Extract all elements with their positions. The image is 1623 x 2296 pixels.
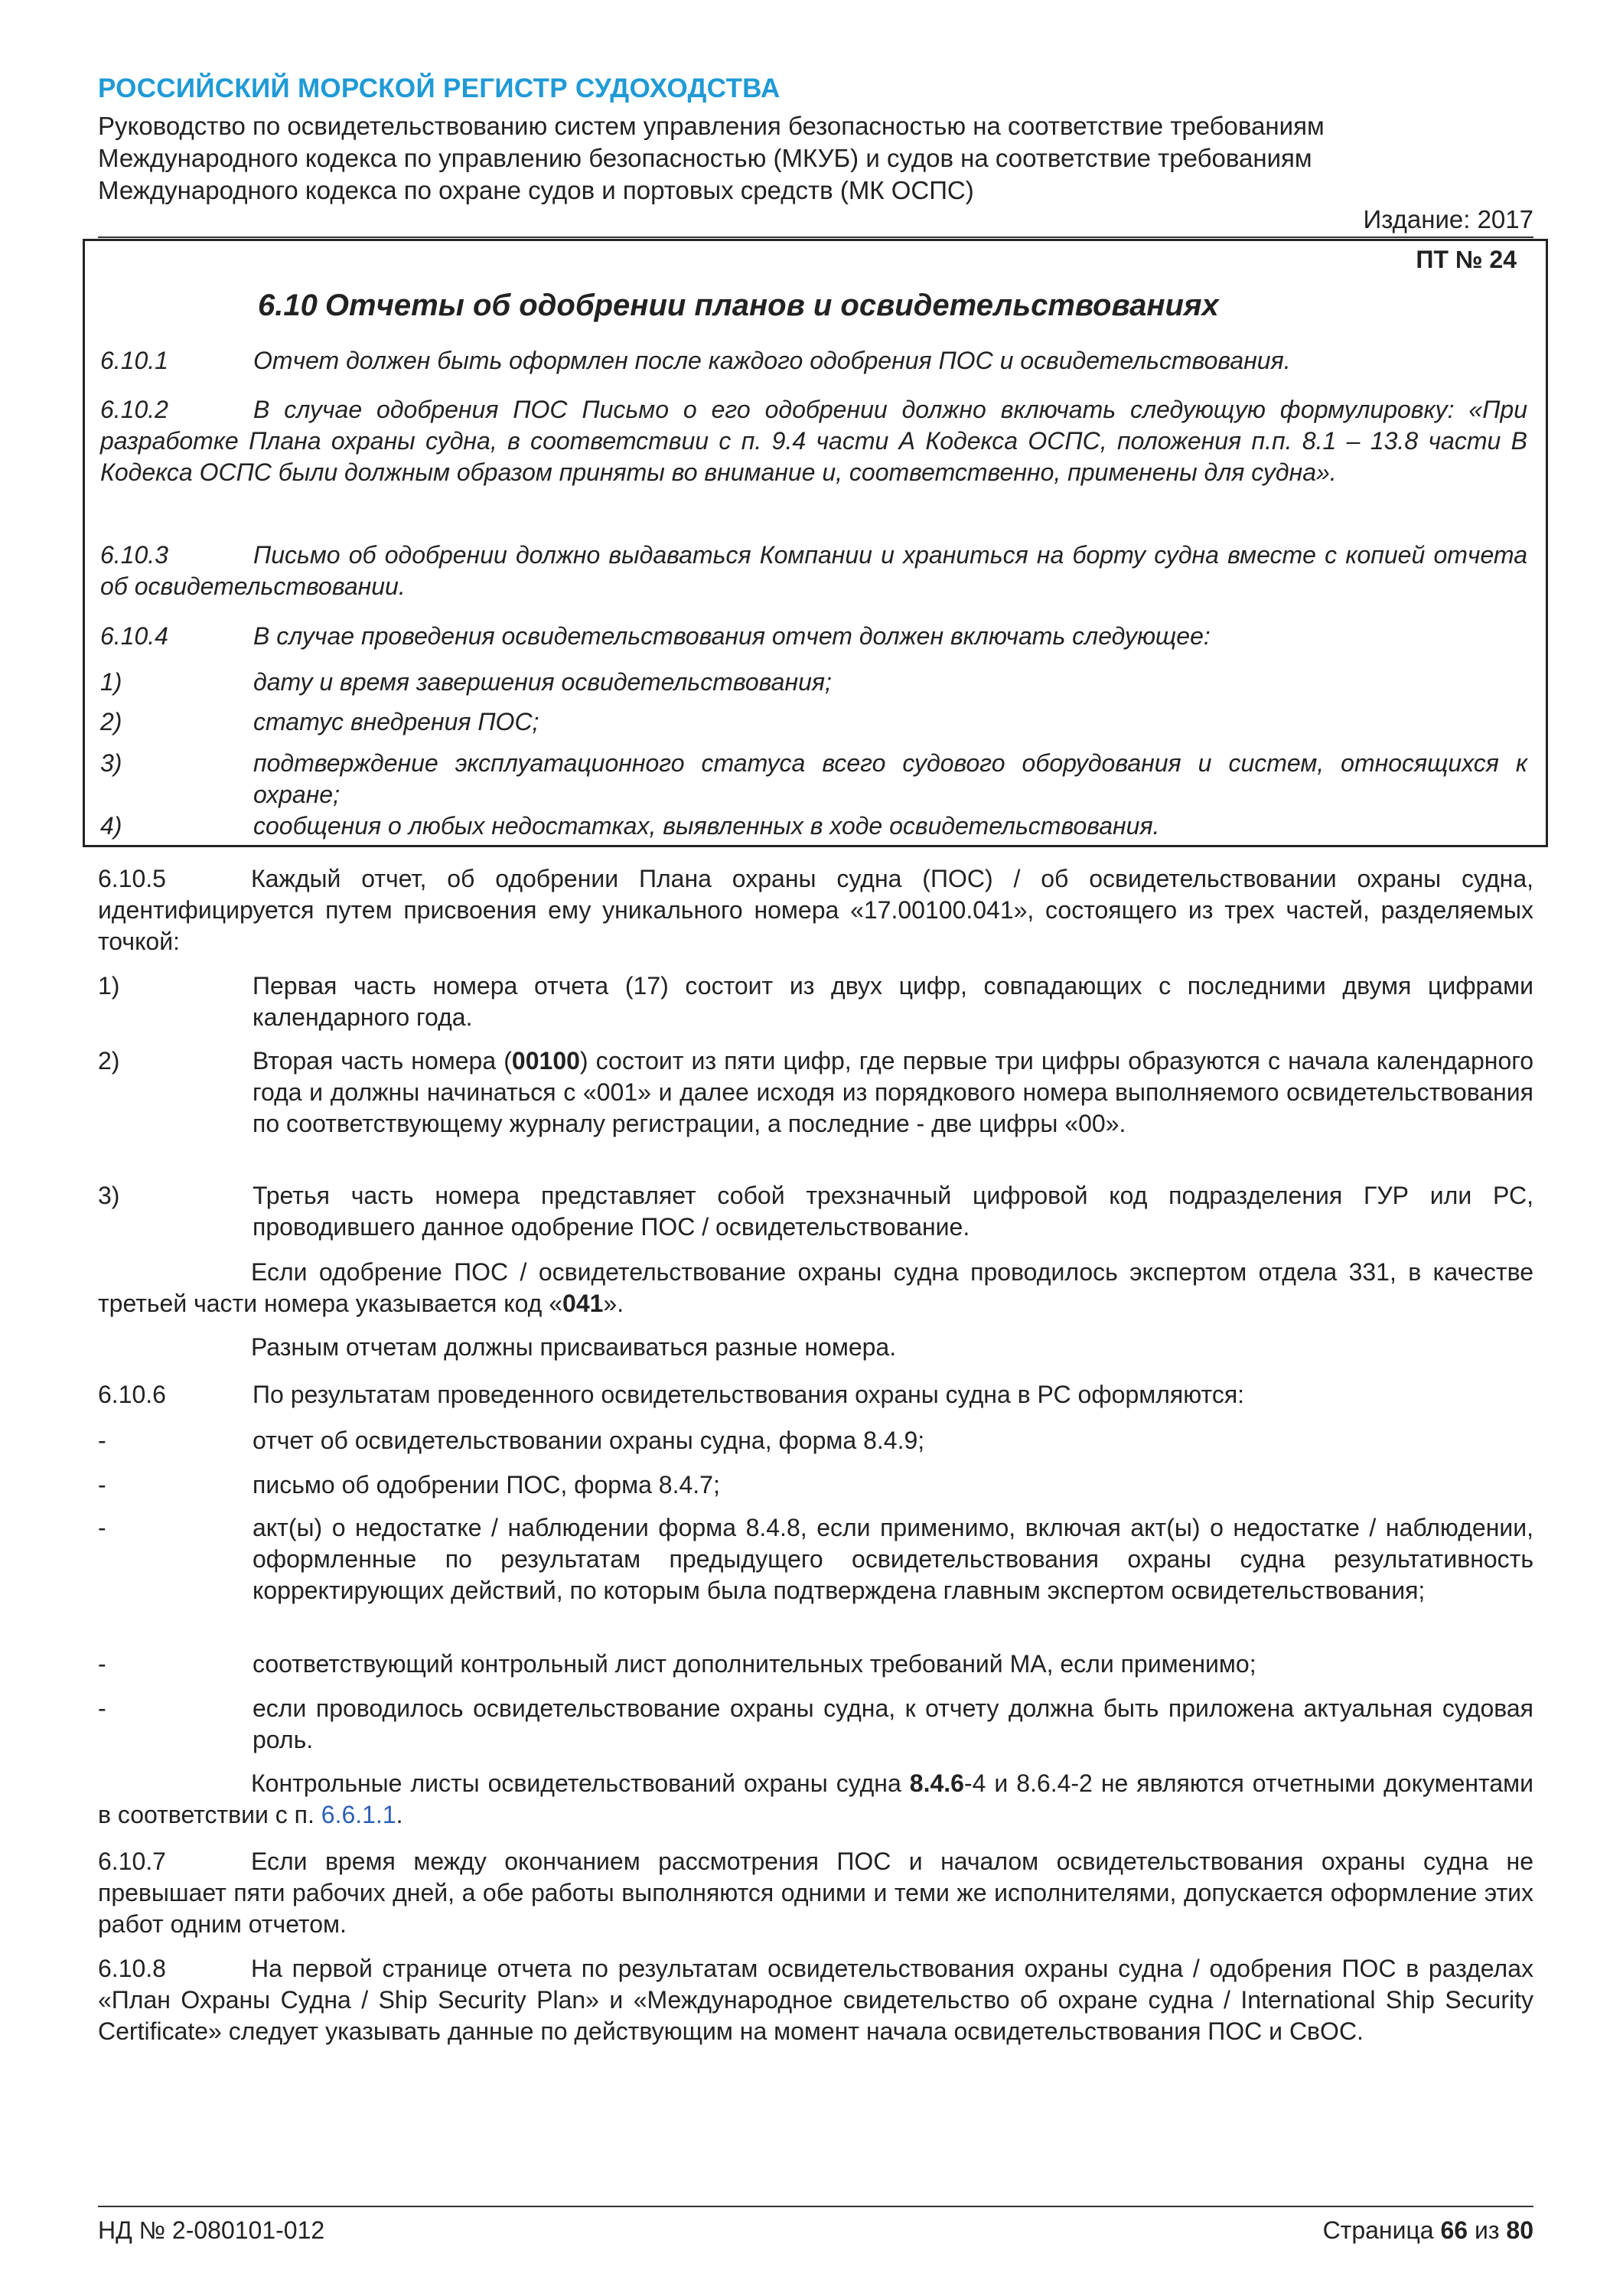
clause-paragraph [98,863,1533,957]
clause-number: 6.10.3 [100,541,168,569]
list-item-text: сообщения о любых недостатках, выявленных в ходе освидетельствования. [253,812,1160,840]
clause-paragraph [98,1846,1533,1940]
section-number: 6.10 [258,289,318,322]
clause-number: 6.10.1 [100,347,168,374]
page-number: 66 [1440,2216,1468,2244]
clause-text: Если время между окончанием рассмотрения ПОС и началом освидетельствования охраны судна не превышает пяти рабочих дней, а обе работы выполняются одними и теми же исполнителями, допускается оформление этих работ одним отчетом. [98,1848,1533,1938]
page-total: 80 [1506,2216,1533,2244]
clause-text: По результатам проведенного освидетельствования охраны судна в РС оформляются: [253,1381,1245,1408]
subtitle-line: Международного кодекса по управлению безопасностью (МКУБ) и судов на соответствие требованиям [98,144,1312,172]
list-item-text: статус внедрения ПОС; [253,708,539,735]
clause-text: В случае проведения освидетельствования отчет должен включать следующее: [253,622,1211,650]
note-paragraph: Разным отчетам должны присваиваться разные номера. [251,1333,897,1361]
list-item-number: 2) [100,708,122,735]
document-code: НД № 2-080101-012 [98,2216,325,2244]
list-item-number: 1) [98,972,120,1000]
list-item-text: дату и время завершения освидетельствования; [253,668,832,696]
clause-paragraph [98,1953,1533,2047]
amendment-number: ПТ № 24 [1416,246,1517,273]
list-item-text: акт(ы) о недостатке / наблюдении форма 8.4.8, если применимо, включая акт(ы) о недостатке / наблюдении, оформленные по результатам предыдущего освидетельствования охраны судна результативность корректирующих действий, по которым была подтверждена главным экспертом освидетельствования; [253,1514,1533,1604]
header-divider [98,236,1533,238]
list-item-text: Первая часть номера отчета (17) состоит из двух цифр, совпадающих с последними двумя цифрами календарного года. [253,972,1533,1031]
list-item-number: 1) [100,668,122,696]
cross-reference-link[interactable]: 6.6.1.1 [321,1801,396,1828]
clause-number: 6.10.6 [98,1381,166,1408]
document-subtitle [98,110,1537,207]
subtitle-line: Руководство по освидетельствованию систем управления безопасностью на соответствие требованиям [98,112,1325,140]
clause-text: В случае одобрения ПОС Письмо о его одобрении должно включать следующую формулировку: «При разработке Плана охраны судна, в соответствии с п. 9.4 части А Кодекса ОСПС, положения п.п. 8.1 – 13.8 части В Кодекса ОСПС были должным образом приняты во внимание и, соответственно, применены для судна». [100,396,1527,486]
section-title [258,289,1219,323]
clause-number: 6.10.2 [100,396,168,423]
list-item-text: подтверждение эксплуатационного статуса всего судового оборудования и систем, относящихся к охране; [253,749,1527,808]
list-bullet: - [98,1694,106,1722]
note-paragraph: Контрольные листы освидетельствований охраны судна 8.4.6-4 и 8.6.4-2 не являются отчетными документами в соответствии с п. 6.6.1.1. [98,1769,1534,1828]
page-indicator: Страница 66 из 80 [1322,2216,1533,2244]
organization-name: РОССИЙСКИЙ МОРСКОЙ РЕГИСТР СУДОХОДСТВА [98,73,781,103]
list-item-text: если проводилось освидетельствование охраны судна, к отчету должна быть приложена актуальная судовая роль. [253,1694,1533,1753]
clause-paragraph [100,394,1527,488]
list-item-text: письмо об одобрении ПОС, форма 8.4.7; [253,1471,720,1499]
list-item-number: 2) [98,1047,120,1075]
list-item-number: 4) [100,812,122,840]
clause-number: 6.10.7 [98,1848,166,1875]
clause-text: Отчет должен быть оформлен после каждого одобрения ПОС и освидетельствования. [253,347,1291,374]
clause-number: 6.10.5 [98,865,166,892]
list-bullet: - [98,1427,106,1454]
clause-text: Письмо об одобрении должно выдаваться Компании и храниться на борту судна вместе с копией отчета об освидетельствовании. [100,541,1527,600]
clause-number: 6.10.4 [100,622,168,650]
subtitle-line: Международного кодекса по охране судов и портовых средств (МК ОСПС) [98,176,974,204]
list-item-number: 3) [100,749,122,777]
clause-text: Каждый отчет, об одобрении Плана охраны судна (ПОС) / об освидетельствовании охраны судна, идентифицируется путем присвоения ему уникального номера «17.00100.041», состоящего из трех частей, разделяемых точкой: [98,865,1533,955]
footer-divider [98,2206,1533,2207]
clause-number: 6.10.8 [98,1955,166,1982]
list-item-number: 3) [98,1182,120,1209]
list-bullet: - [98,1471,106,1499]
list-item-text: соответствующий контрольный лист дополнительных требований МА, если применимо; [253,1650,1256,1678]
list-bullet: - [98,1650,106,1678]
list-item-text: отчет об освидетельствовании охраны судна, форма 8.4.9; [253,1427,925,1454]
clause-paragraph [100,540,1527,602]
list-item-text: Третья часть номера представляет собой трехзначный цифровой код подразделения ГУР или РС, проводившего данное одобрение ПОС / освидетельствование. [253,1182,1533,1241]
section-title-text: Отчеты об одобрении планов и освидетельствованиях [324,289,1219,322]
clause-text: На первой странице отчета по результатам освидетельствования охраны судна / одобрения ПОС в разделах «План Охраны Судна / Ship Security Plan» и «Международное свидетельство об охране судна / International Ship Security Certificate» следует указывать данные по действующим на момент начала освидетельствования ПОС и СвОС. [98,1955,1533,2045]
edition-label: Издание: 2017 [1363,205,1533,233]
list-bullet: - [98,1514,106,1541]
list-item-text: Вторая часть номера (00100) состоит из пяти цифр, где первые три цифры образуются с начала календарного года и должны начинаться с «001» и далее исходя из порядкового номера выполняемого освидетельствования по соответствующему журналу регистрации, а последние - две цифры «00». [253,1047,1534,1137]
note-paragraph: Если одобрение ПОС / освидетельствование охраны судна проводилось экспертом отдела 331, в качестве третьей части номера указывается код «041». [98,1258,1533,1317]
amendment-box [83,239,1548,847]
